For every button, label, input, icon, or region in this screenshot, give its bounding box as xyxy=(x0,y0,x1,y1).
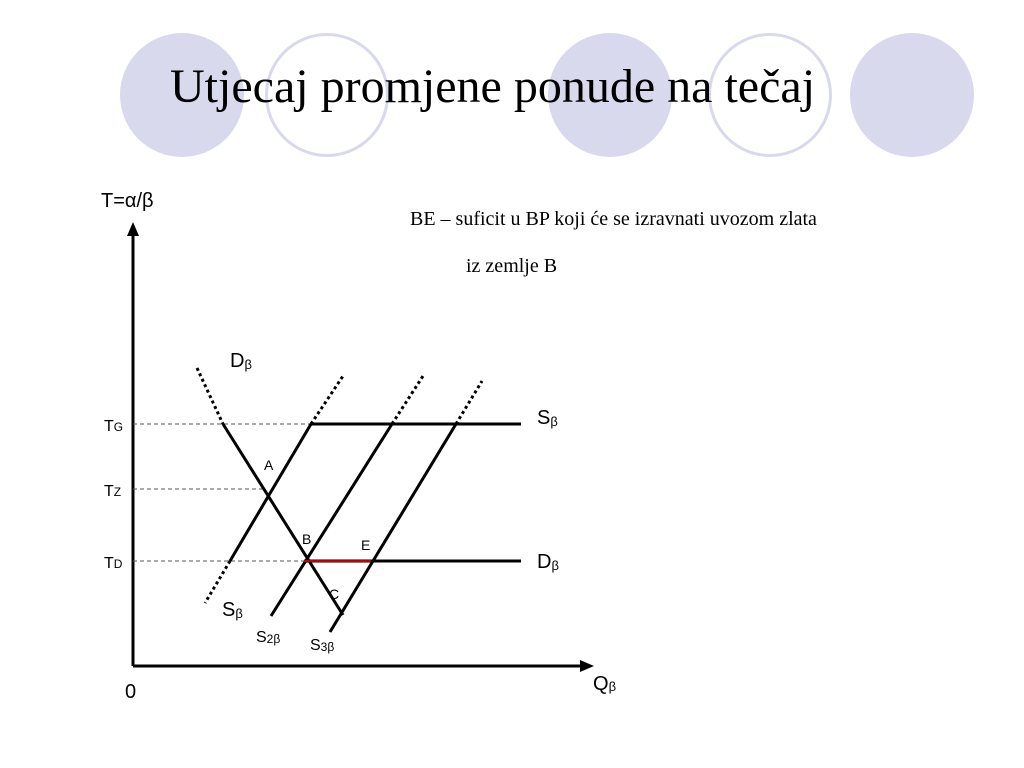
slide-title: Utjecaj promjene ponude na tečaj xyxy=(170,60,816,113)
curve-label-d-top: Dβ xyxy=(230,350,252,372)
tick-label-tg: TG xyxy=(104,418,124,435)
point-label-e: E xyxy=(361,537,371,553)
curve-label-s3: S3β xyxy=(310,637,335,654)
note-line-2: iz zemlje B xyxy=(466,255,558,277)
supply-curve-s-dotted-bottom xyxy=(205,561,230,603)
supply-curve-s3-dotted xyxy=(456,381,482,424)
note-line-1: BE – suficit u BP koji će se izravnati uvozom zlata xyxy=(410,208,817,230)
origin-label: 0 xyxy=(125,681,137,703)
y-axis-label: T=α/β xyxy=(101,190,154,212)
curve-label-d-right: Dβ xyxy=(537,551,559,573)
point-label-a: A xyxy=(264,457,274,473)
supply-curve-s3 xyxy=(330,424,456,632)
curve-label-s-bottom: Sβ xyxy=(222,599,243,621)
point-label-c: C xyxy=(329,586,340,602)
x-axis-arrow xyxy=(580,660,594,672)
curve-label-s-right: Sβ xyxy=(537,407,558,429)
tick-label-td: TD xyxy=(104,555,123,572)
supply-curve-s2-dotted xyxy=(392,376,423,424)
y-axis-arrow xyxy=(127,222,139,236)
demand-curve-dotted xyxy=(197,368,223,424)
x-axis-label: Qβ xyxy=(593,673,617,695)
point-label-b: B xyxy=(302,531,312,547)
demand-curve xyxy=(223,424,343,615)
supply-curve-s-dotted-top xyxy=(311,376,343,424)
supply-curve-s xyxy=(230,424,311,561)
curve-label-s2: S2β xyxy=(256,629,281,646)
tick-label-tz: TZ xyxy=(104,483,122,500)
